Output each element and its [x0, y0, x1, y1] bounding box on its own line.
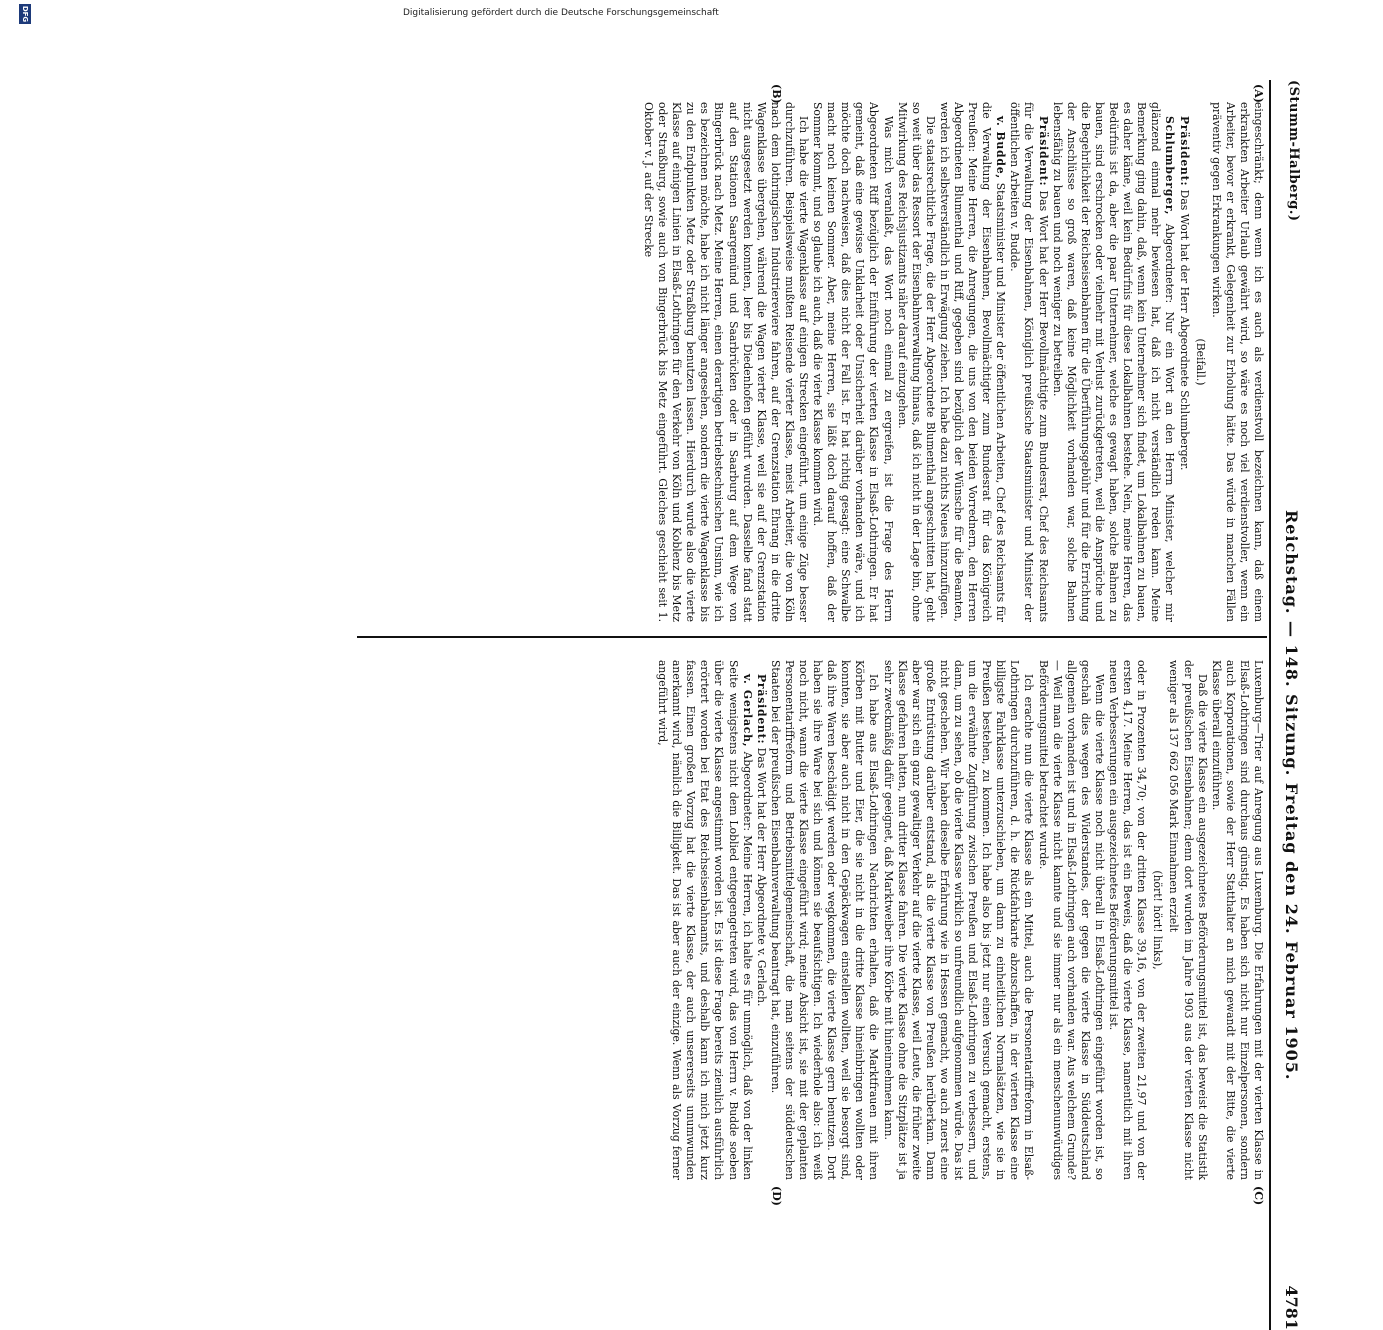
paragraph: Luxemburg—Trier auf Anregung aus Luxemburg. Die Erfahrungen mit der vierten Klasse in Elsaß-Lothringen sind durchaus günstig. Es haben sich nicht nur Einzelpersonen, sondern auch Korporationen, sowie der Herr Statthalter an mich gewandt mit der Bitte, die vierte Klasse überall einzuführen. — [1209, 660, 1265, 1180]
speaker-name: Präsident: — [1036, 116, 1050, 187]
interjection: (hört! hört! links), — [1151, 870, 1165, 970]
paragraph: Daß die vierte Klasse ein ausgezeichnetes Beförderungsmittel ist, das beweist die Statistik der preußischen Eisenbahnen; denn dort wurden im Jahre 1903 aus der vierten Klasse nicht weniger als 137 662 056 Mark Einnahmen erzielt — [1167, 660, 1209, 1180]
page-number: 4781 — [1282, 1285, 1301, 1330]
speaker-name: Präsident: — [754, 674, 768, 745]
page-header — [1269, 80, 1301, 1330]
paragraph: Ich erachte nun die vierte Klasse als ein Mittel, auch die Personentariffreform in Elsaß-Lothringen durchzuführen, d. h. die Rückfahrkarte abzuschaffen, in der vierten Klasse eine billigste Fahrklasse unterzuschieben, um dann zu einheitlichen Normalsätzen, wie sie in Preußen bestehen, zu kommen. Ich habe also bis jetzt nur einen Versuch gemacht, erstens, um die erwähnte Zugführung zwischen Preußen und Elsaß-Lothringen zu verbessern, und dann, um zu sehen, ob die vierte Klasse wirklich so unfreundlich aufgenommen würde. Das ist nicht geschehen. Wir haben dieselbe Erfahrung wie in Hessen gemacht, wo auch zuerst eine große Entrüstung darüber entstand, als die vierte Klasse von Preußen herüberkam. Dann aber war sich ein ganz gewaltiger Verkehr auf die vierte Klasse, weil Leute, die früher zweite Klasse gefahren hatten, nun dritter Klasse fahren. Die vierte Klasse ohne die Sitzplätze ist ja sehr zweckmäßig dafür geeignet, daß Marktweiber ihre Körbe mit hineinnehmen kann. — [881, 660, 1036, 1180]
margin-marker-c: (C) — [1252, 1186, 1265, 1206]
paragraph: Was mich veranlaßt, das Wort noch einmal zu ergreifen, ist die Frage des Herrn Abgeordneten Riff bezüglich der Einführung der vierten Klasse in Elsaß-Lothringen. Er hat gemeint, daß eine gewisse Unklarheit oder Unsicherheit darüber vorhanden wäre, und ich möchte doch nachweisen, daß dies nicht der Fall ist. Er hat richtig gesagt: eine Schwalbe macht noch keinen Sommer. Aber, meine Herren, sie läßt doch darauf hoffen, daß der Sommer kommt, und so glaube ich auch, daß die vierte Klasse kommen wird. — [811, 102, 895, 622]
column-divider — [357, 636, 1267, 638]
paragraph: v. Gerlach, Abgeordneter: Meine Herren, ich halte es für unmöglich, daß von der linken Seite wenigstens nicht dem Loblied entgegengetreten wird, das von Herrn v. Budde soeben über die vierte Klasse angestimmt worden ist. Es ist diese Frage bereits ziemlich ausführlich erörtert worden bei Etat des Reichseisenbahnamts, und deshalb kann ich mich jetzt kurz fassen. Einen großen Vorzug hat die vierte Klasse, der auch unsererseits unumwunden anerkannt wird, nämlich die Billigkeit. Das ist aber auch der einzige. Wenn als Vorzug ferner angeführt wird, — [656, 660, 754, 1180]
margin-marker-d: (D) — [770, 1186, 783, 1206]
header-speaker: (Stumm-Halberg.) — [1286, 80, 1301, 222]
margin-marker-a: (A) — [1252, 84, 1265, 103]
paragraph: Wenn die vierte Klasse noch nicht überall in Elsaß-Lothringen eingeführt worden ist, so geschah dies wegen des Widerstandes, der gegen die vierte Klasse in Süddeutschland allgemein vorhanden ist und in Elsaß-Lothringen auch vorhanden war. Aus welchem Grunde? — Weil man die vierte Klasse nicht kannte und sie immer nur als ein menschenunwürdiges Beförderungsmittel betrachtet wurde. — [1036, 660, 1106, 1180]
digitization-credit-text: Digitalisierung gefördert durch die Deutsche Forschungsgemeinschaft — [403, 8, 719, 18]
paragraph: eingeschränkt; denn wenn ich es auch als verdienstvoll bezeichnen kann, daß einem erkrankten Arbeiter Urlaub gewährt wird, so wäre es noch viel verdienstvoller, wenn ein Arbeiter, bevor er erkrankt, Gelegenheit zur Erholung hätte. Das würde in manchen Fällen präventiv gegen Erkrankungen wirken. — [1209, 102, 1265, 622]
right-column — [375, 660, 1265, 1180]
paragraph: Präsident: Das Wort hat der Herr Bevollmächtigte zum Bundesrat, Chef des Reichsamts für die Verwaltung der Eisenbahnen, Königlich preußische Staatsminister und Minister der öffentlichen Arbeiten v. Budde. — [1008, 102, 1050, 622]
paragraph: Präsident: Das Wort hat der Herr Abgeordnete v. Gerlach. — [754, 674, 768, 1007]
dfg-logo: DFG — [21, 5, 29, 23]
applause-note: (Beifall.) — [1193, 338, 1207, 386]
header-title: Reichstag. — 148. Sitzung. Freitag den 24. Februar 1905. — [1282, 510, 1301, 1081]
speaker-name: Präsident: — [1177, 116, 1191, 187]
digitization-credit — [23, 8, 823, 22]
paragraph: v. Budde, Staatsminister und Minister der öffentlichen Arbeiten, Chef des Reichsamts für die Verwaltung der Eisenbahnen, Bevollmächtigter zum Bundesrat für das Königreich Preußen: Meine Herren, die Anregungen, die uns von den beiden Vorrednern, den Herren Abgeordneten Blumenthal und Riff, gegeben sind bezüglich der Wünsche für die Beamten, werden ich selbstverständlich in Erwägung ziehen. Ich habe dazu nichts Neues hinzuzufügen. — [937, 102, 1008, 623]
left-column — [375, 102, 1265, 622]
paragraph: Präsident: Das Wort hat der Herr Abgeordnete Schlumberger. — [1177, 116, 1191, 471]
paragraph: Die staatsrechtliche Frage, die der Herr Abgeordnete Blumenthal angeschnitten hat, geht so weit über das Ressort der Eisenbahnverwaltung hinaus, daß ich nicht in der Lage bin, ohne Mitwirkung des Reichsjustizamts näher darauf einzugehen. — [895, 102, 937, 622]
speaker-name: v. Gerlach, — [740, 674, 754, 748]
speaker-name: v. Budde, — [994, 116, 1008, 179]
paragraph: Ich habe die vierte Wagenklasse auf einigen Strecken eingeführt, um einige Züge besser durchzuführen. Beispielsweise mußten Reisende vierter Klasse, meist Arbeiter, die von Köln nach dem lothringischen Industriereviere fahren, auf der Grenzstation Ehrang in die dritte Wagenklasse übergehen, während die Wagen vierter Klasse, weil sie auf der Grenzstation nicht ausgesetzt werden konnten, leer bis Diedenhofen geführt wurden. Dasselbe fand statt auf den Stationen Saargemünd und Saarbrücken oder in Saarburg auf dem Wege von Bingerbrück nach Metz. Meine Herren, einen derartigen betriebstechnischen Unsinn, wie ich es bezeichnen möchte, habe ich nicht länger angesehen, sondern die vierte Wagenklasse bis zu den Endpunkten Metz oder Straßburg benutzen lassen. Hierdurch wurde also die vierte Klasse auf einigen Linien in Elsaß-Lothringen für den Verkehr von Köln und Koblenz bis Metz oder Straßburg, sowie auch von Bingerbrück bis Metz eingeführt. Gleiches geschieht seit 1. Oktober v. J. auf der Strecke — [641, 102, 810, 622]
margin-marker-b: (B) — [770, 84, 783, 104]
speaker-name: Schlumberger, — [1163, 116, 1177, 216]
paragraph: Schlumberger, Abgeordneter: Nur ein Wort an den Herrn Minister, welcher mir glänzend einmal mehr bewiesen hat, daß ich nicht verständlich reden kann. Meine Bemerkung ging dahin, daß, wenn kein Unternehmer sich findet, um Lokalbahnen zu bauen, es daher käme, weil kein Bedürfnis für diese Lokalbahnen bestehe. Nein, meine Herren, das Bedürfnis ist da, aber die paar Unternehmer, welche es gewagt haben, solche Bahnen zu bauen, sind erschrocken oder vielmehr mit Verlust zurückgetreten, weil die Ansprüche und die Begehrlichkeit der Reichseisenbahnen für die Überführungsgebühr und für die Errichtung der Anschlüsse so groß waren, daß keine Möglichkeit vorhanden war, solche Bahnen lebensfähig zu bauen und noch weniger zu betreiben. — [1050, 102, 1177, 622]
paragraph: Ich habe aus Elsaß-Lothringen Nachrichten erhalten, daß die Marktfrauen mit ihren Körben mit Butter und Eier, die sie nicht in die dritte Klasse hineinbringen wollten oder konnten, sie aber auch nicht in den Gepäckwagen einstellen wollten, weil sie besorgt sind, daß ihre Waren beschädigt werden oder wegkommen, die vierte Klasse gern benutzen. Dort haben sie ihre Ware bei sich und können sie beaufsichtigen. Ich wiederhole also: ich weiß noch nicht, wann die vierte Klasse eingeführt wird; meine Absicht ist, sie mit der geplanten Personentariffreform und Betriebsmittelgemeinschaft, die man seitens der süddeutschen Staaten bei der preußischen Eisenbahnverwaltung beantragt hat, einzuführen. — [768, 660, 881, 1180]
paragraph: oder in Prozenten 34,70; von der dritten Klasse 39,16, von der zweiten 21,97 und von der ersten 4,17. Meine Herren, das ist ein Beweis, daß die vierte Klasse, namentlich mit ihren neuen Verbesserungen ein ausgezeichnetes Beförderungsmittel ist. — [1107, 660, 1149, 1180]
